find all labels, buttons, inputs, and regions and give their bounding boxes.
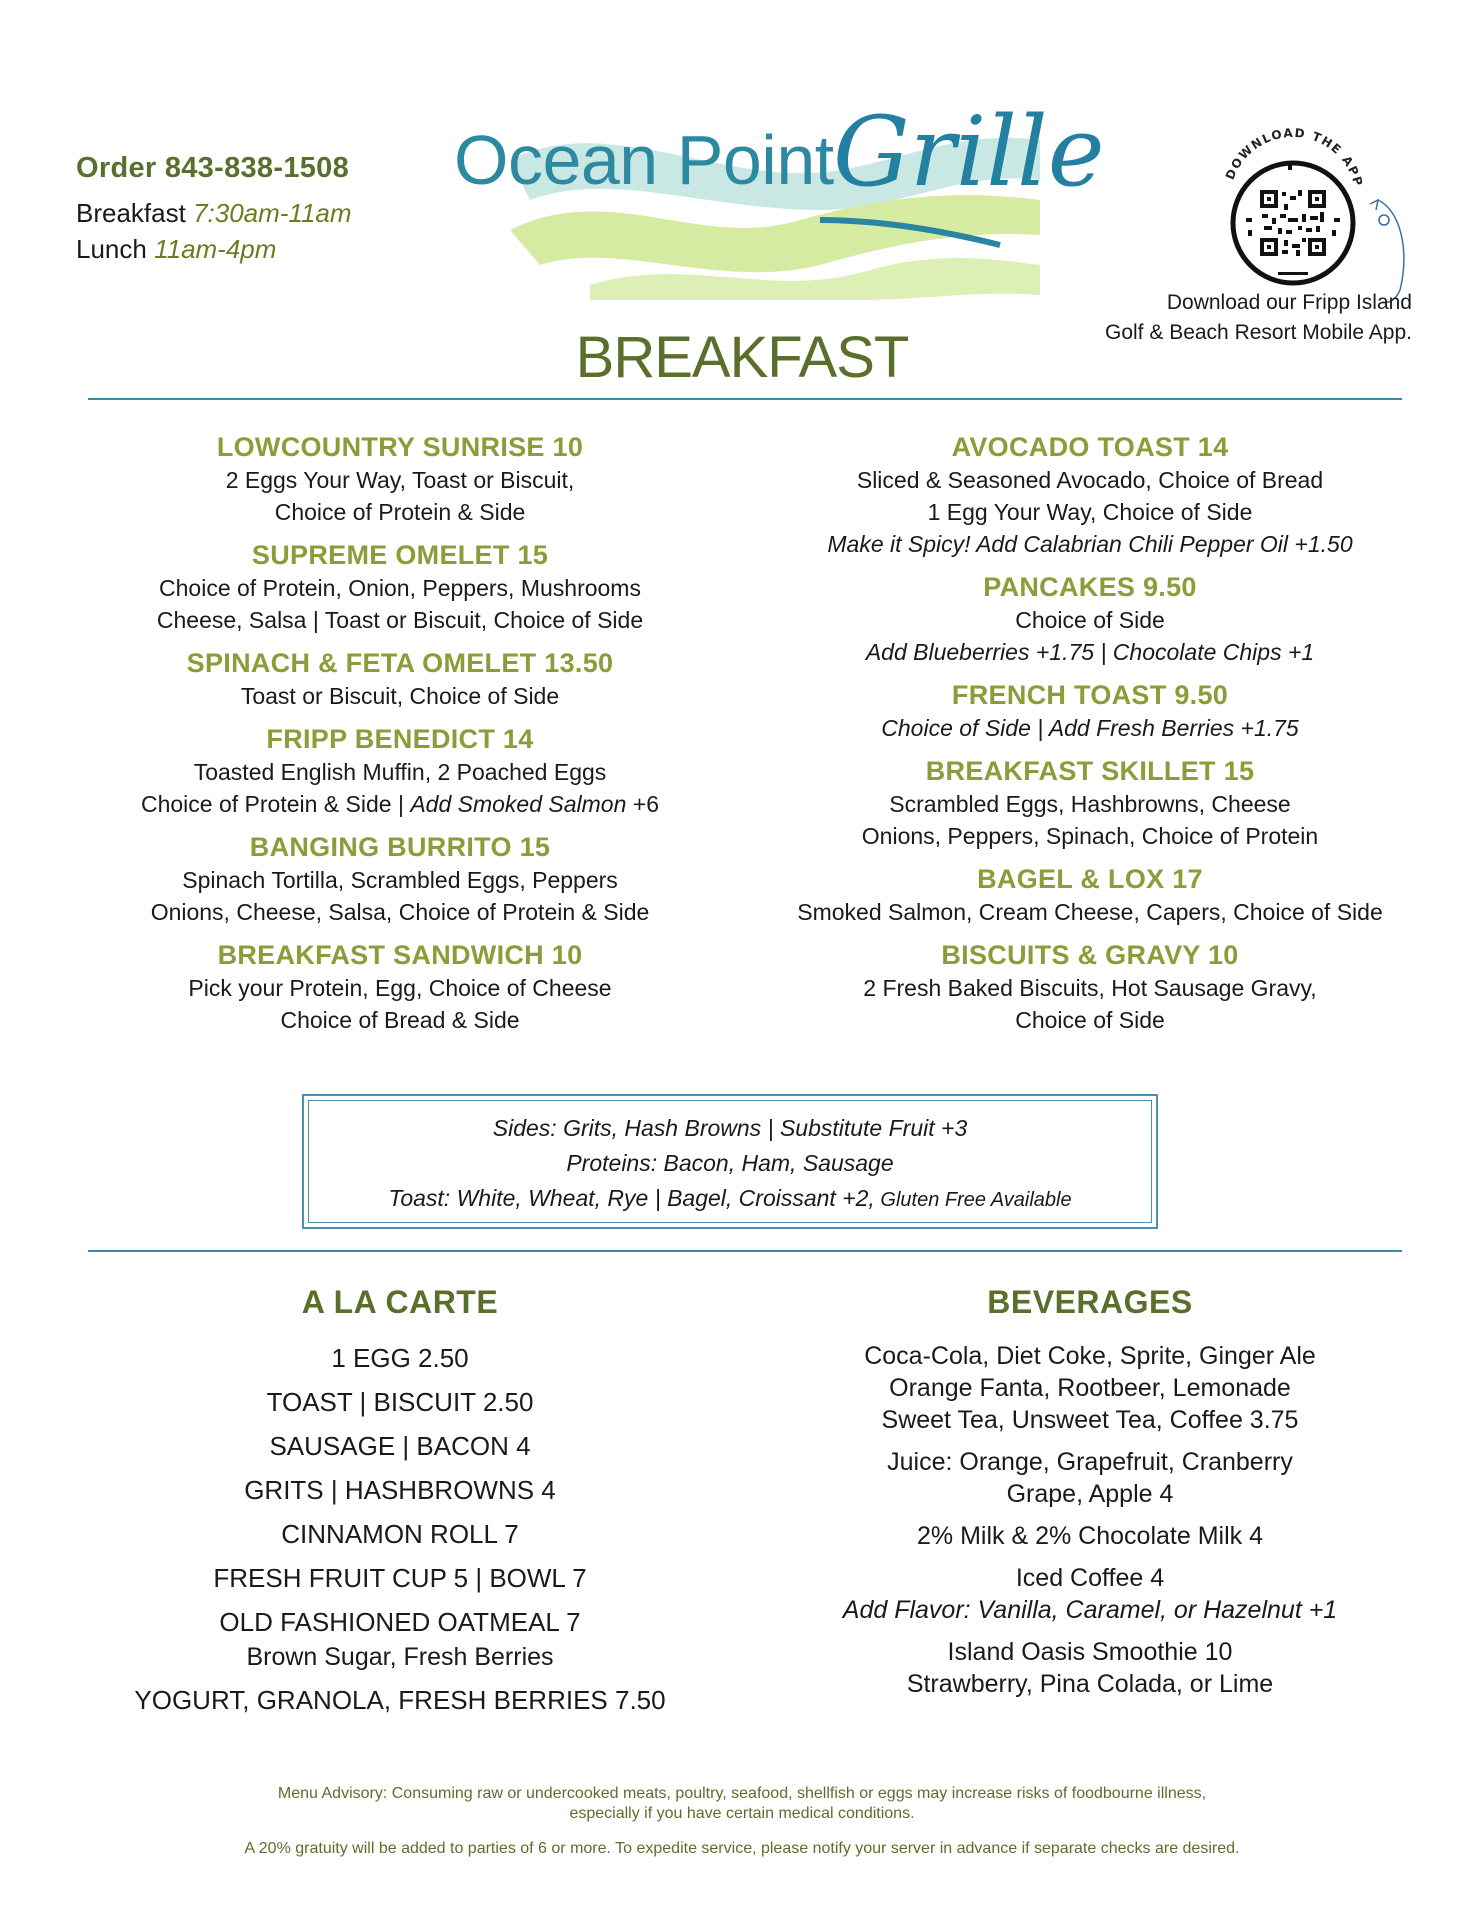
advisory-line2: especially if you have certain medical conditions.	[569, 1805, 915, 1822]
app-text-line2: Golf & Beach Resort Mobile App.	[1105, 321, 1412, 344]
menu-item-desc: Cheese, Salsa | Toast or Biscuit, Choice of Side	[156, 607, 644, 633]
ocean-point-grille-logo	[440, 70, 1105, 300]
gratuity-note: A 20% gratuity will be added to parties of 6 or more. To expedite service, please notify your server in advance if separate checks are desired.	[244, 1840, 1240, 1857]
app-download-text	[1020, 288, 1412, 348]
divider-top	[88, 398, 1402, 400]
menu-item-desc: Spinach Tortilla, Scrambled Eggs, Peppers	[182, 867, 618, 893]
menu-item	[98, 646, 702, 712]
lunch-label: Lunch	[76, 234, 147, 264]
a-la-carte-item: FRESH FRUIT CUP 5 | BOWL 7	[213, 1563, 587, 1593]
sides-line: Sides: Grits, Hash Browns | Substitute Fruit +3	[492, 1115, 968, 1141]
menu-item-title: FRENCH TOAST 9.50	[951, 680, 1229, 710]
breakfast-label: Breakfast	[76, 198, 186, 228]
menu-item-desc: 2 Eggs Your Way, Toast or Biscuit,	[225, 467, 575, 493]
menu-item-title: BREAKFAST SKILLET 15	[925, 756, 1255, 786]
logo-text-grille: Grille	[833, 96, 1105, 208]
beverage-group-iced-coffee	[800, 1562, 1380, 1626]
toast-options: Toast: White, Wheat, Rye | Bagel, Croissant +2,	[388, 1185, 875, 1211]
menu-item	[98, 722, 702, 820]
divider-bottom	[88, 1250, 1402, 1252]
sides-info-inner	[308, 1100, 1152, 1223]
menu-item-desc: Smoked Salmon, Cream Cheese, Capers, Choice of Side	[797, 899, 1383, 925]
menu-item	[780, 862, 1400, 928]
menu-item-title: SPINACH & FETA OMELET 13.50	[186, 648, 614, 678]
menu-item-desc: 1 Egg Your Way, Choice of Side	[927, 499, 1253, 525]
order-phone[interactable]: Order 843-838-1508	[76, 152, 350, 184]
menu-item-title: BREAKFAST SANDWICH 10	[217, 940, 583, 970]
menu-advisory	[0, 1784, 1484, 1824]
menu-item-desc: Toast or Biscuit, Choice of Side	[240, 683, 560, 709]
beverage-line: Juice: Orange, Grapefruit, Cranberry	[887, 1448, 1293, 1476]
menu-item-desc: Choice of Side	[1015, 1007, 1165, 1033]
page-title: BREAKFAST	[575, 325, 909, 390]
menu-item-title: BANGING BURRITO 15	[249, 832, 551, 862]
menu-item-addon: Choice of Side | Add Fresh Berries +1.75	[881, 715, 1299, 741]
beverage-group-milk	[800, 1520, 1380, 1552]
beverage-line: Iced Coffee 4	[1015, 1564, 1165, 1592]
a-la-carte-item: OLD FASHIONED OATMEAL 7	[219, 1607, 581, 1637]
menu-item-desc: Toasted English Muffin, 2 Poached Eggs	[193, 759, 607, 785]
sides-info-box	[302, 1094, 1158, 1229]
desc-tail: +6	[626, 791, 660, 817]
menu-item-desc: Choice of Protein & Side	[274, 499, 526, 525]
beverage-line: Strawberry, Pina Colada, or Lime	[906, 1670, 1274, 1698]
beverage-group-juice	[800, 1446, 1380, 1510]
menu-item	[98, 430, 702, 528]
menu-item-desc: Onions, Cheese, Salsa, Choice of Protein & Side	[150, 899, 650, 925]
a-la-carte-item: CINNAMON ROLL 7	[281, 1519, 519, 1549]
beverage-line: Orange Fanta, Rootbeer, Lemonade	[889, 1374, 1291, 1402]
beverage-group-smoothie	[800, 1636, 1380, 1700]
menu-item-title: BAGEL & LOX 17	[977, 864, 1203, 894]
desc-plain: Choice of Protein & Side |	[140, 791, 411, 817]
menu-item	[98, 538, 702, 636]
menu-item-desc: Choice of Protein, Onion, Peppers, Mushrooms	[159, 575, 641, 601]
menu-item	[780, 754, 1400, 852]
order-info	[76, 152, 352, 267]
menu-item-title: BISCUITS & GRAVY 10	[941, 940, 1239, 970]
a-la-carte-item: GRITS | HASHBROWNS 4	[244, 1475, 556, 1505]
beverages-section	[800, 1282, 1380, 1710]
app-qr-code[interactable]	[1218, 118, 1368, 288]
beverage-line: Grape, Apple 4	[1006, 1480, 1174, 1508]
menu-item-title: SUPREME OMELET 15	[251, 540, 549, 570]
menu-item	[780, 430, 1400, 560]
lunch-time: 11am-4pm	[154, 234, 277, 264]
a-la-carte-item: SAUSAGE | BACON 4	[269, 1431, 531, 1461]
beverage-line: 2% Milk & 2% Chocolate Milk 4	[917, 1522, 1263, 1550]
menu-item-desc: Scrambled Eggs, Hashbrowns, Cheese	[889, 791, 1291, 817]
menu-item-desc-mixed	[98, 788, 702, 820]
qr-code-icon	[1218, 118, 1368, 288]
beverages-title: BEVERAGES	[987, 1284, 1193, 1320]
menu-item-desc: 2 Fresh Baked Biscuits, Hot Sausage Gravy,	[863, 975, 1317, 1001]
menu-item-title: LOWCOUNTRY SUNRISE 10	[216, 432, 584, 462]
menu-column-right	[780, 430, 1400, 1046]
menu-item-title: PANCAKES 9.50	[983, 572, 1197, 602]
menu-item-desc: Choice of Bread & Side	[280, 1007, 520, 1033]
logo-text-ocean-point: Ocean Point	[454, 121, 834, 199]
a-la-carte-item: 1 EGG 2.50	[331, 1343, 469, 1373]
menu-item-addon: Make it Spicy! Add Calabrian Chili Pepper Oil +1.50	[827, 531, 1353, 557]
menu-item-desc: Sliced & Seasoned Avocado, Choice of Bread	[856, 467, 1324, 493]
flavor-addon: Add Flavor: Vanilla, Caramel, or Hazelnut +1	[842, 1596, 1338, 1624]
beverage-line: Island Oasis Smoothie 10	[947, 1638, 1233, 1666]
app-text-line1: Download our Fripp Island	[1166, 291, 1412, 314]
menu-item	[98, 938, 702, 1036]
beverage-line: Coca-Cola, Diet Coke, Sprite, Ginger Ale	[864, 1342, 1316, 1370]
a-la-carte-item: TOAST | BISCUIT 2.50	[266, 1387, 534, 1417]
menu-item-title: FRIPP BENEDICT 14	[266, 724, 534, 754]
beverage-group-sodas	[800, 1340, 1380, 1436]
qr-caption: DOWNLOAD THE APP	[1222, 125, 1366, 189]
toast-line	[309, 1181, 1151, 1218]
menu-item-desc: Onions, Peppers, Spinach, Choice of Protein	[861, 823, 1319, 849]
lunch-hours	[76, 231, 352, 267]
a-la-carte-item: YOGURT, GRANOLA, FRESH BERRIES 7.50	[134, 1685, 666, 1715]
menu-item	[98, 830, 702, 928]
proteins-line: Proteins: Bacon, Ham, Sausage	[566, 1150, 894, 1176]
a-la-carte-section	[110, 1282, 690, 1726]
menu-item	[780, 678, 1400, 744]
menu-item-desc: Pick your Protein, Egg, Choice of Cheese	[188, 975, 612, 1001]
advisory-line1: Menu Advisory: Consuming raw or undercooked meats, poultry, seafood, shellfish or eggs may increase risks of foodbourne illness,	[277, 1785, 1207, 1802]
oatmeal-note: Brown Sugar, Fresh Berries	[246, 1643, 554, 1671]
beverage-line: Sweet Tea, Unsweet Tea, Coffee 3.75	[881, 1406, 1299, 1434]
menu-item-title: AVOCADO TOAST 14	[951, 432, 1229, 462]
menu-item-addon: Add Blueberries +1.75 | Chocolate Chips +1	[865, 639, 1315, 665]
menu-item	[780, 570, 1400, 668]
gluten-free-note: Gluten Free Available	[874, 1189, 1072, 1211]
a-la-carte-title: A LA CARTE	[301, 1284, 499, 1320]
menu-column-left	[98, 430, 702, 1046]
breakfast-hours	[76, 195, 352, 231]
desc-italic: Add Smoked Salmon	[410, 791, 627, 817]
menu-item	[780, 938, 1400, 1036]
menu-item-desc: Choice of Side	[1015, 607, 1165, 633]
breakfast-time: 7:30am-11am	[193, 198, 352, 228]
